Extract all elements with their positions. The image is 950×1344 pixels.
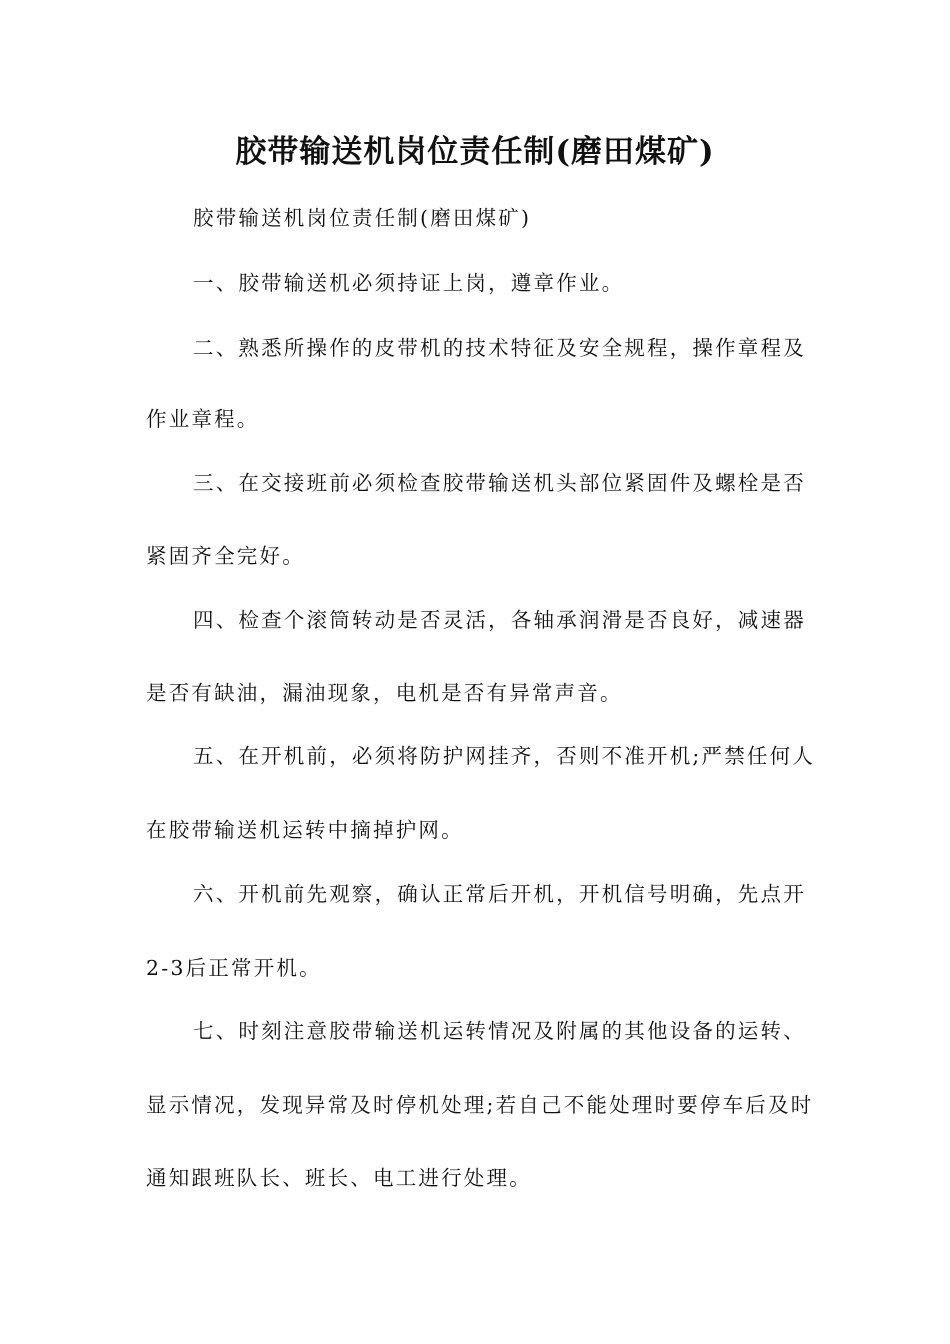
paragraph-line: 2-3后正常开机。 <box>146 956 322 980</box>
paragraph-line: 作业章程。 <box>146 407 260 431</box>
paragraph-line: 二、熟悉所操作的皮带机的技术特征及安全规程，操作章程及 <box>193 336 806 360</box>
document-title: 胶带输送机岗位责任制(磨田煤矿) <box>235 134 715 170</box>
paragraph-line: 在胶带输送机运转中摘掉护网。 <box>146 818 464 842</box>
paragraph-line: 是否有缺油，漏油现象，电机是否有异常声音。 <box>146 681 623 705</box>
paragraph-line: 四、检查个滚筒转动是否灵活，各轴承润滑是否良好，减速器 <box>193 608 806 632</box>
paragraph-line: 一、胶带输送机必须持证上岗，遵章作业。 <box>193 271 625 295</box>
paragraph-line: 三、在交接班前必须检查胶带输送机头部位紧固件及螺栓是否 <box>193 471 806 495</box>
paragraph-line: 七、时刻注意胶带输送机运转情况及附属的其他设备的运转、 <box>193 1019 806 1043</box>
subtitle-line: 胶带输送机岗位责任制(磨田煤矿) <box>193 206 532 230</box>
paragraph-line: 紧固齐全完好。 <box>146 544 305 568</box>
paragraph-line: 六、开机前先观察，确认正常后开机，开机信号明确，先点开 <box>193 882 806 906</box>
paragraph-line: 显示情况，发现异常及时停机处理;若自己不能处理时要停车后及时 <box>146 1093 814 1117</box>
paragraph-line: 通知跟班队长、班长、电工进行处理。 <box>146 1166 532 1190</box>
paragraph-line: 五、在开机前，必须将防护网挂齐，否则不准开机;严禁任何人 <box>193 744 816 768</box>
